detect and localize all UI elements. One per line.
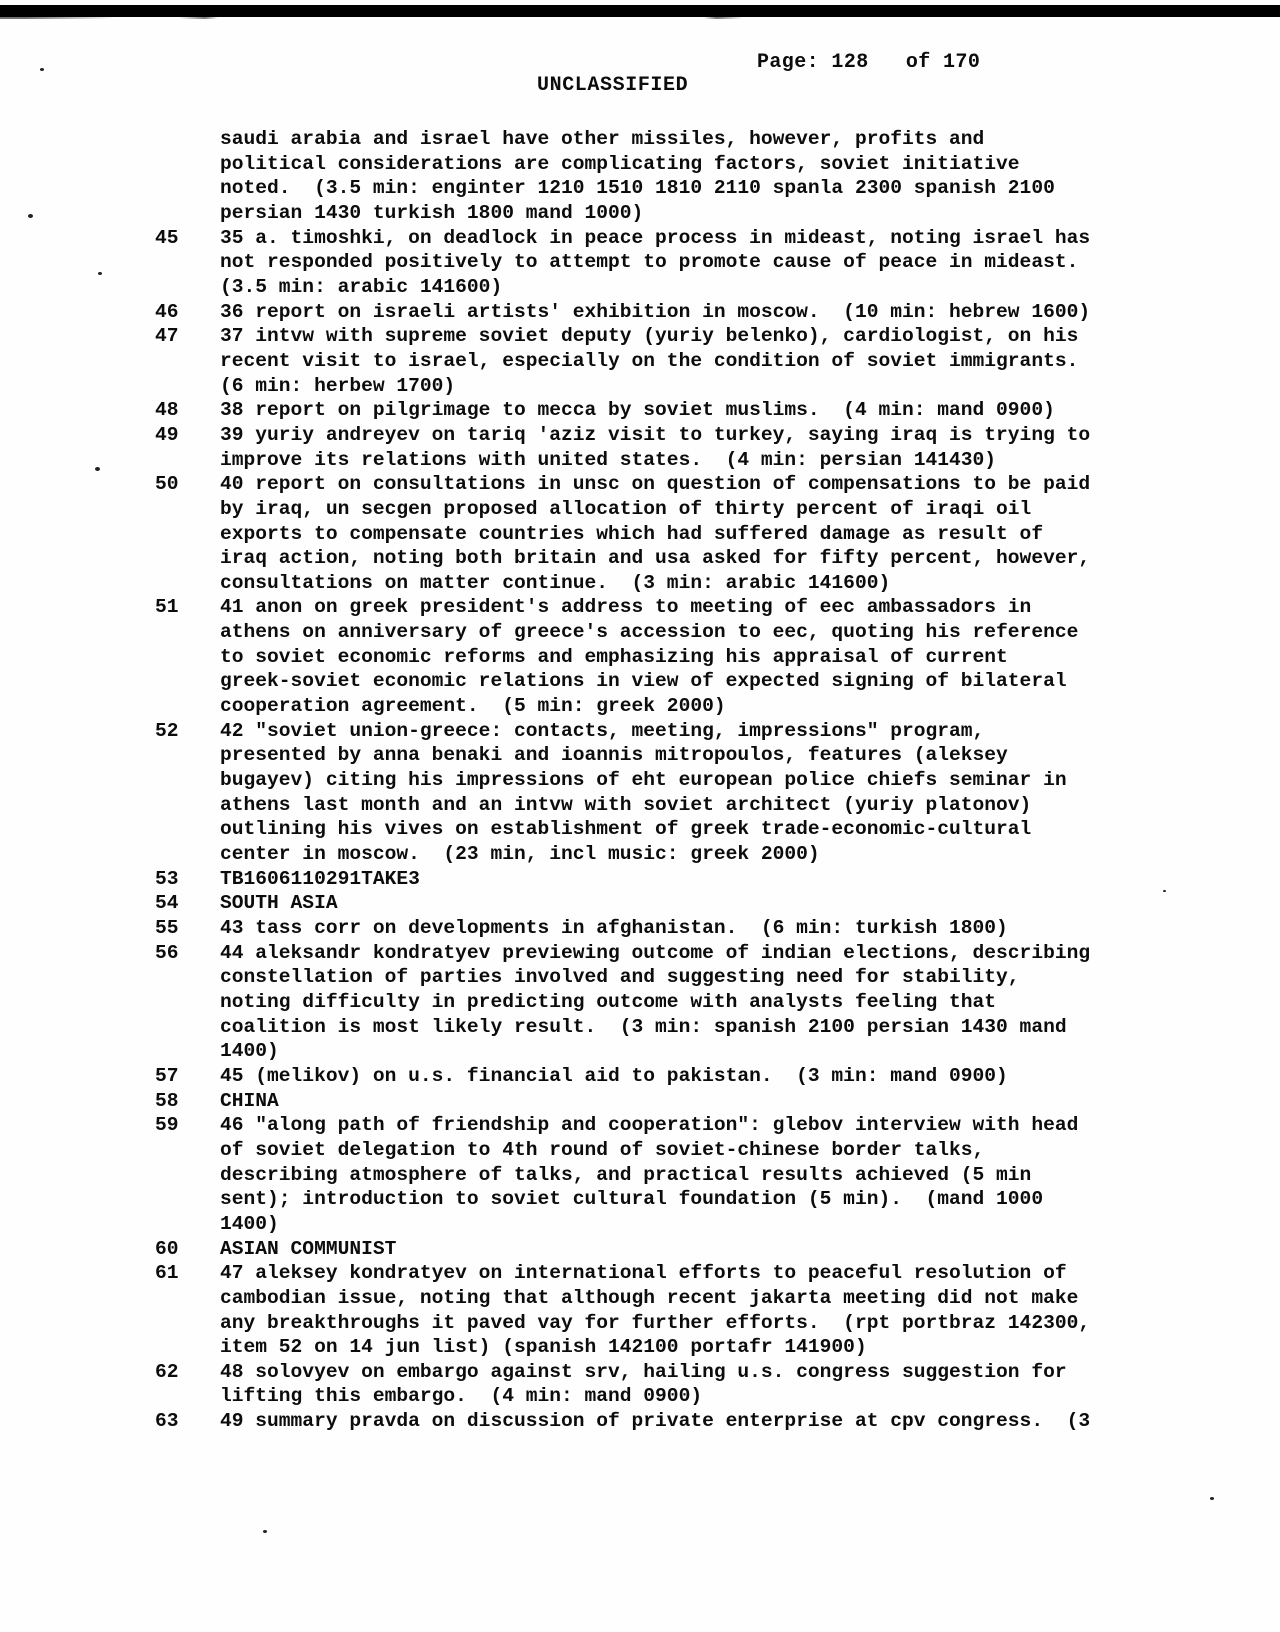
line-number: 46: [155, 300, 179, 323]
list-item: [155, 1409, 1090, 1434]
item-text: [220, 127, 1055, 226]
scan-speckle: [263, 1530, 267, 1533]
text-line: 42 "soviet union-greece: contacts, meeting, impressions" program,: [220, 719, 985, 742]
text-line: recent visit to israel, especially on the condition of soviet immigrants.: [220, 349, 1079, 372]
list-item: [155, 916, 1090, 941]
line-number: 45: [155, 226, 179, 249]
list-item: [155, 867, 1090, 892]
text-line: lifting this embargo. (4 min: mand 0900): [220, 1385, 703, 1408]
text-line: bugayev) citing his impressions of eht european police chiefs seminar in: [220, 769, 1067, 792]
line-number: 54: [155, 892, 179, 915]
text-line: athens on anniversary of greece's accession to eec, quoting his reference: [220, 621, 1079, 644]
list-item: [155, 226, 1090, 300]
text-line: constellation of parties involved and suggesting need for stability,: [220, 966, 1020, 989]
text-line: outlining his vives on establishment of greek trade-economic-cultural: [220, 818, 1032, 841]
page-indicator: Page: 128 of 170: [757, 51, 981, 74]
text-line: 1400): [220, 1040, 279, 1063]
scan-speckle: [95, 467, 100, 471]
text-line: noted. (3.5 min: enginter 1210 1510 1810 2110 spanla 2300 spanish 2100: [220, 177, 1055, 200]
line-number: 58: [155, 1089, 179, 1112]
text-line: presented by anna benaki and ioannis mitropoulos, features (aleksey: [220, 744, 1008, 767]
item-text: [220, 472, 1090, 595]
text-line: sent); introduction to soviet cultural foundation (5 min). (mand 1000: [220, 1188, 1044, 1211]
text-line: 46 "along path of friendship and cooperation": glebov interview with head: [220, 1114, 1079, 1137]
text-line: TB1606110291TAKE3: [220, 867, 420, 890]
text-line: coalition is most likely result. (3 min: spanish 2100 persian 1430 mand: [220, 1015, 1067, 1038]
item-text: [220, 324, 1078, 398]
line-number: 57: [155, 1064, 179, 1087]
line-number: 55: [155, 917, 179, 939]
line-number: 59: [155, 1114, 179, 1137]
text-line: SOUTH ASIA: [220, 892, 338, 915]
text-line: athens last month and an intvw with soviet architect (yuriy platonov): [220, 793, 1032, 816]
line-number: 50: [155, 473, 179, 496]
list-item: [155, 324, 1090, 398]
item-text: [220, 1113, 1078, 1236]
classification-header: UNCLASSIFIED: [537, 74, 689, 97]
item-text: [220, 423, 1090, 472]
line-number: 63: [155, 1410, 179, 1433]
list-item: [155, 398, 1090, 423]
item-text: [220, 300, 1090, 325]
text-line: by iraq, un secgen proposed allocation of thirty percent of iraqi oil: [220, 497, 1032, 520]
text-line: 35 a. timoshki, on deadlock in peace process in mideast, noting israel has: [220, 226, 1091, 249]
text-line: iraq action, noting both britain and usa asked for fifty percent, however,: [220, 547, 1091, 570]
line-number: 53: [155, 867, 179, 890]
list-item: [155, 300, 1090, 325]
line-number: 49: [155, 423, 179, 446]
text-line: (3.5 min: arabic 141600): [220, 275, 503, 298]
list-item: [155, 127, 1090, 226]
line-number: 48: [155, 399, 179, 422]
text-line: 44 aleksandr kondratyev previewing outcome of indian elections, describing: [220, 941, 1091, 964]
list-item: [155, 719, 1090, 867]
line-number: 61: [155, 1262, 179, 1285]
text-line: item 52 on 14 jun list) (spanish 142100 portafr 141900): [220, 1336, 867, 1359]
list-item: [155, 1113, 1090, 1236]
text-line: cambodian issue, noting that although recent jakarta meeting did not make: [220, 1286, 1079, 1309]
text-line: not responded positively to attempt to promote cause of peace in mideast.: [220, 251, 1079, 274]
line-number: 62: [155, 1360, 179, 1383]
list-item: [155, 891, 1090, 916]
item-text: [220, 891, 338, 916]
item-text: [220, 1261, 1090, 1360]
text-line: ASIAN COMMUNIST: [220, 1237, 397, 1260]
text-line: 41 anon on greek president's address to meeting of eec ambassadors in: [220, 596, 1032, 619]
item-text: [220, 916, 1008, 941]
text-line: 38 report on pilgrimage to mecca by soviet muslims. (4 min: mand 0900): [220, 399, 1055, 422]
list-item: [155, 595, 1090, 718]
text-line: describing atmosphere of talks, and practical results achieved (5 min: [220, 1163, 1032, 1186]
list-item: [155, 423, 1090, 472]
scan-speckle: [98, 272, 102, 275]
text-line: to soviet economic reforms and emphasizing his appraisal of current: [220, 645, 1008, 668]
item-text: [220, 941, 1090, 1064]
text-line: of soviet delegation to 4th round of soviet-chinese border talks,: [220, 1138, 985, 1161]
list-item: [155, 1237, 1090, 1262]
item-text: [220, 867, 420, 892]
text-line: 37 intvw with supreme soviet deputy (yuriy belenko), cardiologist, on his: [220, 325, 1079, 348]
list-item: [155, 472, 1090, 595]
text-line: exports to compensate countries which had suffered damage as result of: [220, 522, 1044, 545]
scan-speckle: [28, 214, 33, 218]
text-line: CHINA: [220, 1089, 279, 1112]
text-line: improve its relations with united states. (4 min: persian 141430): [220, 448, 997, 471]
scan-speckle: [1163, 890, 1166, 892]
text-line: noting difficulty in predicting outcome with analysts feeling that: [220, 990, 997, 1013]
line-number: 52: [155, 719, 179, 742]
text-line: 49 summary pravda on discussion of private enterprise at cpv congress. (3: [220, 1410, 1091, 1433]
line-number: 60: [155, 1237, 179, 1260]
item-text: [220, 1089, 279, 1114]
list-item: [155, 1089, 1090, 1114]
item-text: [220, 1409, 1090, 1434]
list-item: [155, 1064, 1090, 1089]
text-line: 40 report on consultations in unsc on question of compensations to be paid: [220, 473, 1091, 496]
text-line: political considerations are complicating factors, soviet initiative: [220, 152, 1020, 175]
line-number: 51: [155, 596, 179, 619]
document-body: [155, 127, 1090, 1434]
text-line: 36 report on israeli artists' exhibition in moscow. (10 min: hebrew 1600): [220, 300, 1091, 323]
item-text: [220, 595, 1078, 718]
text-line: 45 (melikov) on u.s. financial aid to pakistan. (3 min: mand 0900): [220, 1064, 1008, 1087]
line-number: 47: [155, 325, 179, 348]
text-line: persian 1430 turkish 1800 mand 1000): [220, 201, 644, 224]
list-item: [155, 1360, 1090, 1409]
item-text: [220, 1360, 1067, 1409]
line-number: 56: [155, 941, 179, 964]
text-line: 48 solovyev on embargo against srv, hailing u.s. congress suggestion for: [220, 1360, 1067, 1383]
text-line: saudi arabia and israel have other missiles, however, profits and: [220, 128, 985, 150]
list-item: [155, 1261, 1090, 1360]
text-line: cooperation agreement. (5 min: greek 2000): [220, 695, 726, 718]
item-text: [220, 226, 1090, 300]
text-line: 47 aleksey kondratyev on international efforts to peaceful resolution of: [220, 1262, 1067, 1285]
list-item: [155, 941, 1090, 1064]
text-line: (6 min: herbew 1700): [220, 374, 456, 397]
text-line: greek-soviet economic relations in view of expected signing of bilateral: [220, 670, 1067, 693]
item-text: [220, 398, 1055, 423]
scan-speckle: [40, 68, 44, 71]
scan-speckle: [1210, 1497, 1214, 1500]
text-line: center in moscow. (23 min, incl music: greek 2000): [220, 843, 820, 866]
text-line: 43 tass corr on developments in afghanistan. (6 min: turkish 1800): [220, 917, 1008, 939]
item-text: [220, 1064, 1008, 1089]
text-line: 39 yuriy andreyev on tariq 'aziz visit to turkey, saying iraq is trying to: [220, 423, 1091, 446]
scan-edge-bar: [0, 5, 1280, 17]
text-line: any breakthroughs it paved vay for further efforts. (rpt portbraz 142300,: [220, 1311, 1091, 1334]
text-line: 1400): [220, 1212, 279, 1235]
item-text: [220, 719, 1067, 867]
text-line: consultations on matter continue. (3 min: arabic 141600): [220, 571, 891, 594]
item-text: [220, 1237, 396, 1262]
